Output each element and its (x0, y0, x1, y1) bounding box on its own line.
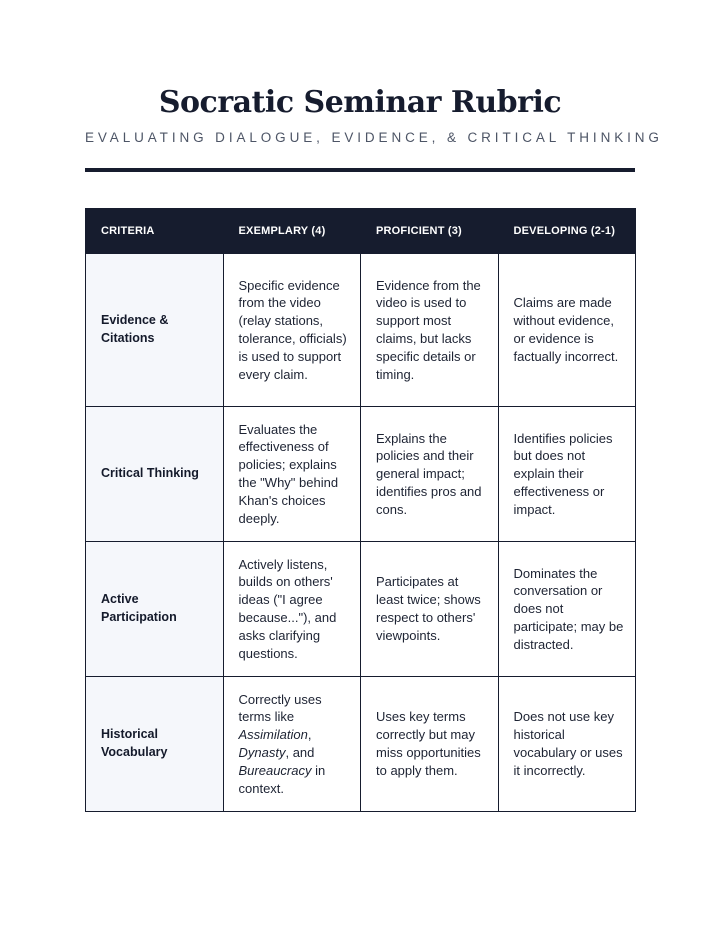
exemplary-cell: Specific evidence from the video (relay stations, tolerance, officials) is used to support every claim. (223, 254, 361, 407)
rubric-table-body (86, 254, 636, 812)
criteria-cell: Active Participation (86, 542, 224, 677)
column-header-criteria: CRITERIA (86, 209, 224, 254)
criteria-cell: Historical Vocabulary (86, 677, 224, 812)
exemplary-text-prefix: Correctly uses terms like (238, 691, 322, 725)
exemplary-cell (223, 677, 361, 812)
exemplary-text-separator: , (307, 727, 312, 743)
vocab-term-dynasty: Dynasty (238, 745, 286, 760)
developing-cell: Does not use key historical vocabulary or uses it incorrectly. (498, 677, 636, 812)
exemplary-cell: Evaluates the effectiveness of policies; explains the "Why" behind Khan's choices deeply. (223, 407, 361, 542)
vocab-term-assimilation: Assimilation (238, 727, 308, 743)
table-row (86, 677, 636, 812)
proficient-cell: Explains the policies and their general impact; identifies pros and cons. (361, 407, 499, 542)
criteria-cell: Critical Thinking (86, 407, 224, 542)
proficient-cell: Evidence from the video is used to support most claims, but lacks specific details or timing. (361, 254, 499, 407)
rubric-table (85, 208, 636, 812)
table-row (86, 542, 636, 677)
exemplary-text-suffix: in context. (238, 762, 326, 796)
exemplary-cell: Actively listens, builds on others' ideas ("I agree because..."), and asks clarifying questions. (223, 542, 361, 677)
developing-cell: Dominates the conversation or does not participate; may be distracted. (498, 542, 636, 677)
rubric-table-header (86, 209, 636, 254)
table-header-row (86, 209, 636, 254)
column-header-developing: DEVELOPING (2-1) (498, 209, 636, 254)
table-row (86, 254, 636, 407)
column-header-proficient: PROFICIENT (3) (361, 209, 499, 254)
vocab-term-bureaucracy: Bureaucracy (238, 762, 312, 778)
column-header-exemplary: EXEMPLARY (4) (223, 209, 361, 254)
proficient-cell: Participates at least twice; shows respect to others' viewpoints. (361, 542, 499, 677)
page-title: Socratic Seminar Rubric (158, 85, 562, 120)
developing-cell: Identifies policies but does not explain their effectiveness or impact. (498, 407, 636, 542)
criteria-cell: Evidence & Citations (86, 254, 224, 407)
header-divider (85, 168, 635, 172)
table-row (86, 407, 636, 542)
proficient-cell: Uses key terms correctly but may miss opportunities to apply them. (361, 677, 499, 812)
exemplary-text-separator: , and (285, 745, 315, 760)
page-subtitle: EVALUATING DIALOGUE, EVIDENCE, & CRITICAL THINKING (85, 130, 663, 145)
developing-cell: Claims are made without evidence, or evidence is factually incorrect. (498, 254, 636, 407)
